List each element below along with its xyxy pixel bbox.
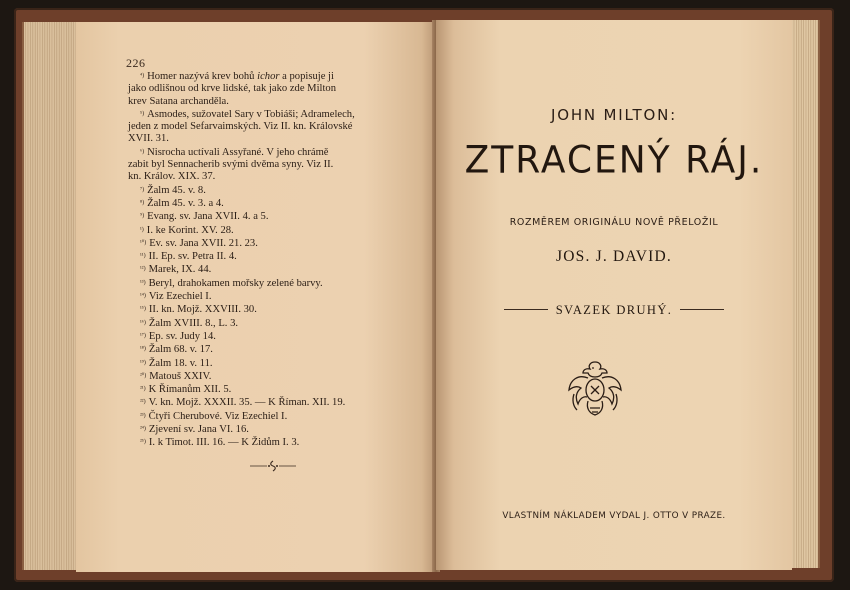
footnote-number: ²⁰) [140, 372, 147, 379]
footnote-text: Žalm 45. v. 8. [147, 184, 206, 196]
footnote-text: a popisuje ji [279, 71, 334, 82]
footnote-line [128, 210, 418, 223]
footnote-text: Ep. sv. Judy 14. [148, 330, 216, 342]
footnote-line [128, 83, 418, 95]
footnote-line [128, 290, 418, 303]
footnote-text: I. ke Korint. XV. 28. [146, 224, 234, 236]
footnote-text: Zjevení sv. Jana VI. 16. [148, 424, 249, 436]
footnote-number: ¹⁶) [140, 319, 146, 326]
footnote-text: Homer nazývá krev bohů [147, 71, 258, 82]
footnote-text: Žalm XVIII. 8., L. 3. [148, 317, 239, 329]
footnote-text: jako odlišnou od krve lidské, tak jako zde Milton [128, 83, 337, 95]
footnote-number: ¹⁸) [140, 346, 146, 353]
footnote-line [128, 303, 418, 316]
author-name: JOHN MILTON: [551, 106, 677, 124]
volume-text: SVAZEK DRUHÝ. [555, 303, 673, 317]
footnote-text: Nisrocha uctívali Assyřané. V jeho chrámě [147, 146, 329, 158]
footnote-line [128, 436, 418, 449]
footnote-italic-term: ichor [257, 71, 280, 82]
footnote-number: ²³) [140, 412, 146, 419]
footnote-line [128, 159, 418, 171]
page-edges-right [790, 20, 820, 568]
right-page-title [436, 20, 792, 570]
footnote-text: Marek, IX. 44. [148, 264, 212, 276]
footnote-line [128, 121, 418, 133]
footnote-text: Ev. sv. Jana XVII. 21. 23. [149, 237, 258, 249]
footnotes-list [128, 70, 418, 450]
footnote-text: kn. Králov. XIX. 37. [128, 171, 216, 183]
footnote-number: ⁶) [140, 148, 145, 155]
left-page [76, 22, 436, 572]
footnote-number: ¹⁰) [140, 239, 147, 246]
volume-rule-right [680, 309, 724, 310]
footnote-line [128, 108, 418, 121]
ornament-icon [248, 460, 298, 472]
footnote-number: ¹⁴) [140, 293, 146, 300]
footnote-number: ⁵) [140, 110, 145, 117]
footnote-line [128, 357, 418, 370]
footnote-line [128, 237, 418, 250]
footnote-line [128, 250, 418, 263]
footnote-number: ⁴) [140, 73, 145, 79]
footnote-line [128, 263, 418, 276]
footnote-text: V. kn. Mojž. XXXII. 35. — K Říman. XII. 19. [148, 397, 346, 409]
footnote-text: krev Satana archanděla. [128, 95, 229, 107]
footnote-text: K Římanům XII. 5. [148, 384, 232, 396]
footnote-text: Žalm 68. v. 17. [148, 344, 213, 356]
footnote-number: ¹¹) [140, 253, 146, 260]
footnote-text: zabit byl Sennacherib svými dvěma syny. Viz II. [128, 159, 334, 171]
footnote-line [128, 277, 418, 290]
footnote-line [128, 330, 418, 343]
footnote-line [128, 383, 418, 396]
footnote-line [128, 370, 418, 383]
footnote-line [128, 224, 418, 237]
footnote-number: ²¹) [140, 386, 146, 393]
footnote-text: Viz Ezechiel I. [148, 291, 212, 303]
footnote-number: ⁹) [140, 213, 145, 220]
footnote-text: Čtyři Cherubové. Viz Ezechiel I. [148, 410, 288, 422]
footnote-text: XVII. 31. [128, 133, 169, 145]
footnote-text: II. Ep. sv. Petra II. 4. [148, 251, 237, 263]
footnote-line [128, 70, 418, 83]
translation-note: ROZMĚREM ORIGINÁLU NOVĚ PŘELOŽIL [509, 217, 719, 228]
footnote-text: Asmodes, sužovatel Sary v Tobiáši; Adramelech, [147, 108, 355, 120]
footnote-text: Matouš XXIV. [149, 370, 212, 382]
footnote-text: Evang. sv. Jana XVII. 4. a 5. [147, 211, 269, 223]
volume-label [436, 303, 792, 318]
page-number: 226 [126, 56, 146, 70]
footnote-line [128, 410, 418, 423]
footnote-number: ¹²) [140, 266, 146, 273]
book-title: ZTRACENÝ RÁJ. [464, 138, 764, 183]
translator-name: JOS. J. DAVID. [556, 248, 672, 265]
footnote-number: ¹³) [140, 279, 146, 286]
footnote-number: ²⁴) [140, 426, 146, 433]
footnote-number: ²⁵) [140, 439, 146, 446]
footnote-number: ⁸) [140, 199, 145, 206]
footnote-number: ²²) [140, 399, 146, 406]
footnote-text: II. kn. Mojž. XXVIII. 30. [148, 304, 257, 316]
eagle-emblem-icon [564, 356, 626, 420]
footnote-number: ⁷) [140, 186, 145, 193]
footnote-text: jeden z model Sefarvaimských. Viz II. kn. Královské [128, 121, 353, 133]
footnote-line [128, 396, 418, 409]
footnote-line [128, 343, 418, 356]
footnote-line [128, 423, 418, 436]
publisher-line: VLASTNÍM NÁKLADEM VYDAL J. OTTO V PRAZE. [502, 511, 726, 521]
footnote-text: Beryl, drahokamen mořsky zelené barvy. [148, 277, 323, 289]
footnote-number: ¹⁹) [140, 359, 146, 366]
footnote-line [128, 133, 418, 145]
footnote-line [128, 317, 418, 330]
footnote-number: ¹⁵) [140, 306, 146, 313]
footnote-line [128, 171, 418, 183]
footnote-text: I. k Timot. III. 16. — K Židům I. 3. [148, 437, 300, 449]
footnote-line [128, 146, 418, 159]
footnote-text: Žalm 18. v. 11. [148, 357, 213, 369]
footnote-line [128, 184, 418, 197]
footnote-line [128, 96, 418, 108]
volume-rule-left [504, 309, 548, 310]
footnote-number: ¹) [140, 226, 144, 233]
footnote-text: Žalm 45. v. 3. a 4. [147, 197, 224, 209]
footnote-number: ¹⁷) [140, 332, 146, 339]
footnote-line [128, 197, 418, 210]
